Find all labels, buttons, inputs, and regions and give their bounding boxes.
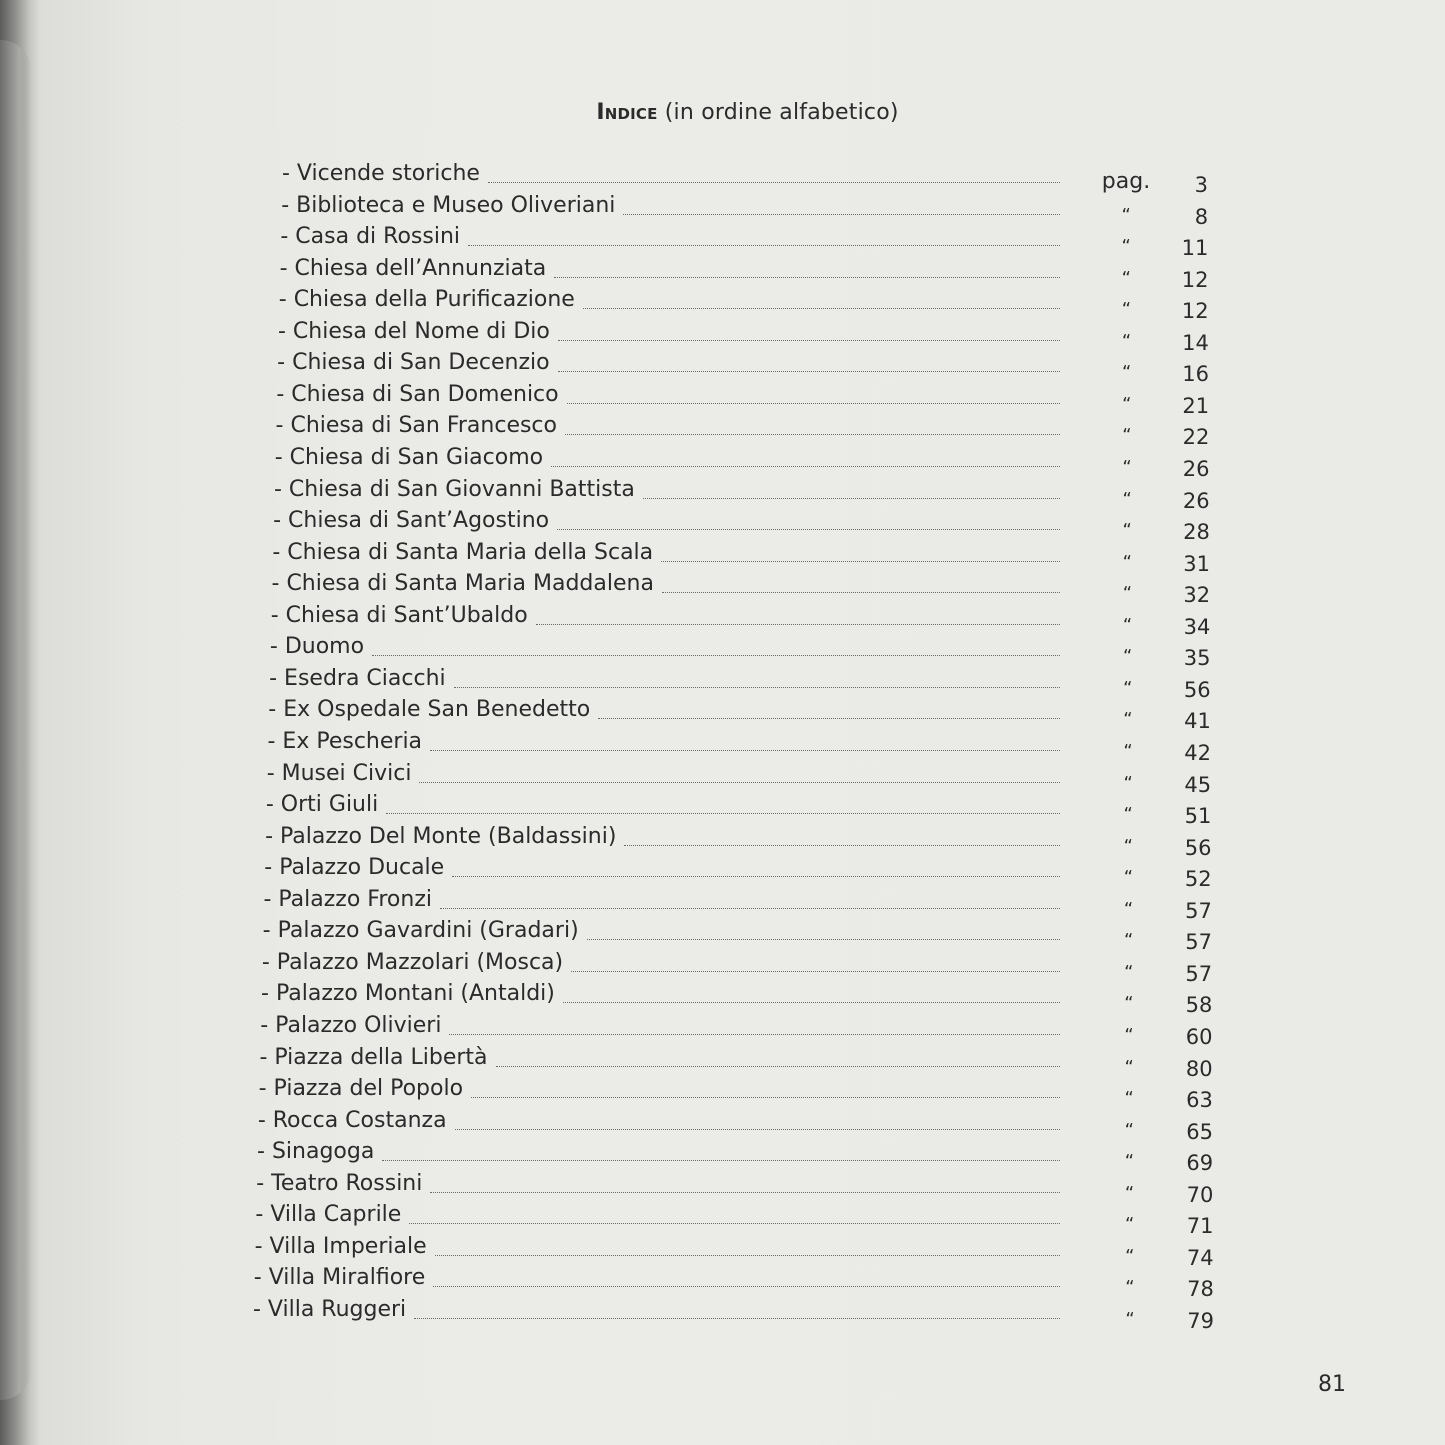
- dot-leader: [372, 654, 1060, 656]
- index-entry: [269, 662, 1060, 692]
- index-entry-page: 80: [1185, 1056, 1213, 1081]
- index-entry-page: 45: [1184, 772, 1212, 797]
- dot-leader: [662, 591, 1060, 593]
- index-entry-page: 70: [1186, 1182, 1214, 1207]
- index-entry: [268, 725, 1061, 755]
- dot-leader: [419, 781, 1060, 783]
- ditto-mark: “: [1124, 1214, 1135, 1236]
- dot-leader: [430, 1191, 1060, 1193]
- dot-leader: [624, 844, 1060, 846]
- index-entry-label: - Palazzo Gavardini (Gradari): [262, 918, 579, 944]
- dot-leader: [409, 1222, 1060, 1224]
- dot-leader: [536, 623, 1060, 625]
- ditto-mark: “: [1124, 1025, 1134, 1046]
- ditto-mark: “: [1124, 1088, 1134, 1110]
- index-entry-page: 11: [1181, 236, 1209, 261]
- index-entry-page: 52: [1184, 867, 1212, 892]
- index-entry-page: 26: [1182, 488, 1210, 513]
- index-entry-label: - Musei Civici: [266, 760, 412, 786]
- index-entry: [263, 914, 1060, 944]
- index-entry-label: - Orti Giuli: [265, 792, 379, 818]
- index-entry-page: 12: [1181, 299, 1209, 324]
- index-entry-page: 60: [1185, 1025, 1213, 1049]
- index-entry: [274, 473, 1060, 503]
- dot-leader: [468, 244, 1060, 246]
- index-entry: [272, 567, 1060, 597]
- page-number: 81: [1318, 1372, 1346, 1397]
- ditto-mark: “: [1125, 1309, 1135, 1330]
- index-entry-label: - Chiesa di Sant’Agostino: [273, 508, 550, 534]
- ditto-mark: “: [1123, 772, 1133, 794]
- index-entry: [260, 1009, 1060, 1039]
- index-entry-page: 63: [1186, 1088, 1213, 1113]
- ditto-mark: “: [1122, 520, 1132, 542]
- ditto-mark: “: [1121, 362, 1132, 384]
- index-entry-label: - Chiesa di San Decenzio: [277, 350, 550, 376]
- dot-leader: [565, 433, 1060, 435]
- index-entry: [279, 283, 1060, 313]
- index-entry: [255, 1230, 1060, 1260]
- index-entry-label: - Piazza del Popolo: [258, 1076, 464, 1102]
- index-entry: [258, 1104, 1060, 1134]
- index-entry: [255, 1198, 1060, 1228]
- index-entry-page: 32: [1183, 583, 1211, 608]
- index-entry-label: - Villa Imperiale: [254, 1233, 427, 1259]
- index-title-main: Indice: [596, 100, 658, 125]
- ditto-mark: “: [1122, 583, 1133, 605]
- index-entry: [265, 820, 1060, 850]
- index-entry-page: 16: [1182, 362, 1209, 387]
- index-entry: [272, 536, 1060, 566]
- index-entry-label: - Rocca Costanza: [257, 1107, 447, 1133]
- ditto-mark: “: [1121, 267, 1131, 289]
- index-entry-page: 57: [1185, 930, 1212, 955]
- index-entry-label: - Biblioteca e Museo Oliveriani: [281, 192, 616, 218]
- index-entry: [256, 1167, 1060, 1197]
- dot-leader: [386, 812, 1060, 814]
- index-entry: [271, 599, 1060, 629]
- index-entry: [280, 220, 1060, 250]
- index-entry-page: 31: [1183, 551, 1210, 576]
- index-entry: [263, 883, 1060, 913]
- index-entry-label: - Piazza della Libertà: [259, 1044, 488, 1070]
- index-entry-label: - Villa Caprile: [255, 1202, 402, 1228]
- index-entry-label: - Chiesa di San Francesco: [275, 413, 557, 439]
- index-entry-label: - Palazzo Montani (Antaldi): [261, 981, 555, 1007]
- dot-leader: [567, 402, 1060, 404]
- index-entry: [257, 1135, 1060, 1165]
- index-entry-label: - Ex Pescheria: [267, 729, 423, 754]
- index-entry: [278, 315, 1060, 345]
- ditto-mark: “: [1121, 236, 1131, 258]
- ditto-mark: “: [1124, 961, 1134, 983]
- dot-leader: [414, 1317, 1060, 1319]
- index-entry-label: - Palazzo Ducale: [264, 855, 445, 881]
- index-entry-label: - Palazzo Mazzolari (Mosca): [261, 949, 564, 975]
- ditto-mark: “: [1123, 677, 1133, 699]
- index-entry: [282, 157, 1060, 187]
- index-entry-label: - Chiesa della Purificazione: [278, 287, 575, 313]
- dot-leader: [454, 686, 1060, 688]
- index-entry-page: 28: [1183, 520, 1210, 545]
- index-entry-label: - Chiesa di Santa Maria della Scala: [272, 539, 654, 565]
- ditto-mark: “: [1121, 204, 1131, 226]
- index-entry: [273, 504, 1060, 534]
- ditto-mark: “: [1124, 1182, 1135, 1204]
- ditto-mark: “: [1123, 709, 1133, 731]
- index-entry: [276, 378, 1060, 408]
- ditto-mark: “: [1123, 804, 1133, 826]
- ditto-mark: “: [1123, 741, 1133, 762]
- dot-leader: [643, 497, 1060, 499]
- ditto-mark: “: [1123, 898, 1134, 920]
- dot-leader: [496, 1065, 1060, 1067]
- ditto-mark: “: [1123, 930, 1134, 952]
- index-entry-page: 57: [1185, 961, 1213, 986]
- index-entry: [281, 189, 1060, 219]
- ditto-mark: “: [1121, 299, 1132, 321]
- ditto-mark: “: [1123, 835, 1133, 857]
- dot-leader: [455, 1128, 1060, 1130]
- index-entry-page: 51: [1184, 804, 1212, 829]
- index-entry-page: 79: [1187, 1309, 1214, 1333]
- index-entry: [270, 630, 1060, 660]
- index-entry-page: 34: [1183, 614, 1211, 639]
- index-entry: [266, 788, 1060, 818]
- pag-label: pag.: [1101, 169, 1151, 194]
- dot-leader: [598, 717, 1060, 719]
- ditto-mark: “: [1122, 551, 1132, 573]
- ditto-mark: “: [1122, 614, 1133, 636]
- index-entry-page: 42: [1184, 741, 1211, 765]
- index-entry-label: - Chiesa di San Giovanni Battista: [273, 476, 635, 502]
- index-entry: [253, 1293, 1060, 1323]
- dot-leader: [452, 875, 1060, 877]
- index-entry-page: 41: [1184, 709, 1211, 734]
- index-entry-page: 12: [1181, 267, 1209, 292]
- index-entry: [280, 252, 1060, 282]
- index-entry: [275, 441, 1060, 471]
- index-entry: [268, 693, 1060, 723]
- dot-leader: [558, 339, 1060, 341]
- ditto-mark: “: [1124, 1119, 1134, 1141]
- index-entry-label: - Sinagoga: [257, 1139, 375, 1165]
- dot-leader: [571, 970, 1060, 972]
- index-entry-label: - Palazzo Olivieri: [260, 1013, 442, 1038]
- ditto-mark: “: [1122, 488, 1132, 510]
- index-entry: [267, 757, 1060, 787]
- index-title-sub: (in ordine alfabetico): [664, 100, 899, 125]
- index-entry-label: - Chiesa di San Domenico: [276, 381, 559, 407]
- index-entry-page: 22: [1182, 425, 1210, 450]
- ditto-mark: “: [1122, 646, 1133, 668]
- index-entry-page: 21: [1182, 393, 1210, 418]
- index-entry: [262, 946, 1060, 976]
- index-entry-page: 71: [1186, 1214, 1214, 1239]
- index-entry-label: - Chiesa di San Giacomo: [274, 445, 544, 470]
- index-entry-label: - Palazzo Fronzi: [263, 886, 432, 912]
- dot-leader: [382, 1159, 1060, 1161]
- dot-leader: [430, 749, 1060, 751]
- index-entry-label: - Esedra Ciacchi: [269, 665, 446, 691]
- index-entry: [254, 1261, 1060, 1291]
- index-entry: [276, 409, 1060, 439]
- index-entry-label: - Duomo: [269, 634, 365, 660]
- dot-leader: [623, 213, 1060, 215]
- ditto-mark: “: [1124, 1151, 1135, 1173]
- dot-leader: [440, 907, 1060, 909]
- dot-leader: [563, 1001, 1060, 1003]
- index-entry-page: 56: [1183, 677, 1211, 702]
- ditto-mark: “: [1122, 425, 1132, 447]
- dot-leader: [433, 1285, 1060, 1287]
- ditto-mark: “: [1123, 867, 1134, 889]
- index-entry-label: - Villa Ruggeri: [253, 1297, 407, 1322]
- index-entry: [277, 346, 1060, 376]
- ditto-mark: “: [1124, 1056, 1134, 1078]
- index-entry-page: 74: [1186, 1245, 1214, 1270]
- ditto-mark: “: [1122, 457, 1132, 478]
- index-entry-label: - Chiesa di Santa Maria Maddalena: [271, 571, 654, 597]
- index-entry: [259, 1041, 1060, 1071]
- index-entry-label: - Chiesa del Nome di Dio: [277, 318, 550, 344]
- dot-leader: [558, 370, 1060, 372]
- dot-leader: [554, 276, 1060, 278]
- index-entry-page: 58: [1185, 993, 1213, 1018]
- ditto-mark: “: [1125, 1277, 1135, 1299]
- index-entry-page: 8: [1194, 204, 1209, 229]
- index-entry-page: 14: [1182, 330, 1209, 355]
- index-entry-page: 3: [1194, 173, 1208, 197]
- index-entry-page: 57: [1185, 898, 1212, 923]
- dot-leader: [661, 560, 1060, 562]
- index-entry: [264, 851, 1060, 881]
- index-entry-label: - Ex Ospedale San Benedetto: [268, 697, 591, 723]
- index-entry-page: 69: [1186, 1151, 1214, 1176]
- index-entry-label: - Vicende storiche: [282, 161, 480, 186]
- index-entry-page: 56: [1184, 835, 1212, 860]
- index-entry: [261, 977, 1060, 1007]
- index-entry-label: - Chiesa dell’Annunziata: [279, 255, 547, 281]
- dot-leader: [435, 1254, 1060, 1256]
- ditto-mark: “: [1122, 393, 1132, 415]
- index-entry-label: - Teatro Rossini: [256, 1170, 423, 1196]
- index-entry-label: - Chiesa di Sant’Ubaldo: [270, 602, 528, 628]
- dot-leader: [471, 1096, 1060, 1098]
- dot-leader: [551, 465, 1060, 467]
- index-entry-page: 26: [1182, 457, 1210, 481]
- dot-leader: [557, 528, 1060, 530]
- index-entry-page: 65: [1186, 1119, 1213, 1144]
- index-entry-page: 35: [1183, 646, 1211, 671]
- index-entry-page: 78: [1187, 1277, 1214, 1302]
- index-entry-label: - Villa Miralfiore: [253, 1265, 426, 1291]
- dot-leader: [488, 181, 1060, 183]
- ditto-mark: “: [1124, 993, 1134, 1015]
- dot-leader: [583, 307, 1060, 309]
- index-entry-label: - Casa di Rossini: [280, 224, 461, 250]
- ditto-mark: “: [1121, 330, 1132, 352]
- dot-leader: [587, 938, 1060, 940]
- dot-leader: [449, 1033, 1060, 1035]
- ditto-mark: “: [1125, 1245, 1135, 1267]
- index-entry-label: - Palazzo Del Monte (Baldassini): [265, 823, 617, 849]
- index-entry: [259, 1072, 1060, 1102]
